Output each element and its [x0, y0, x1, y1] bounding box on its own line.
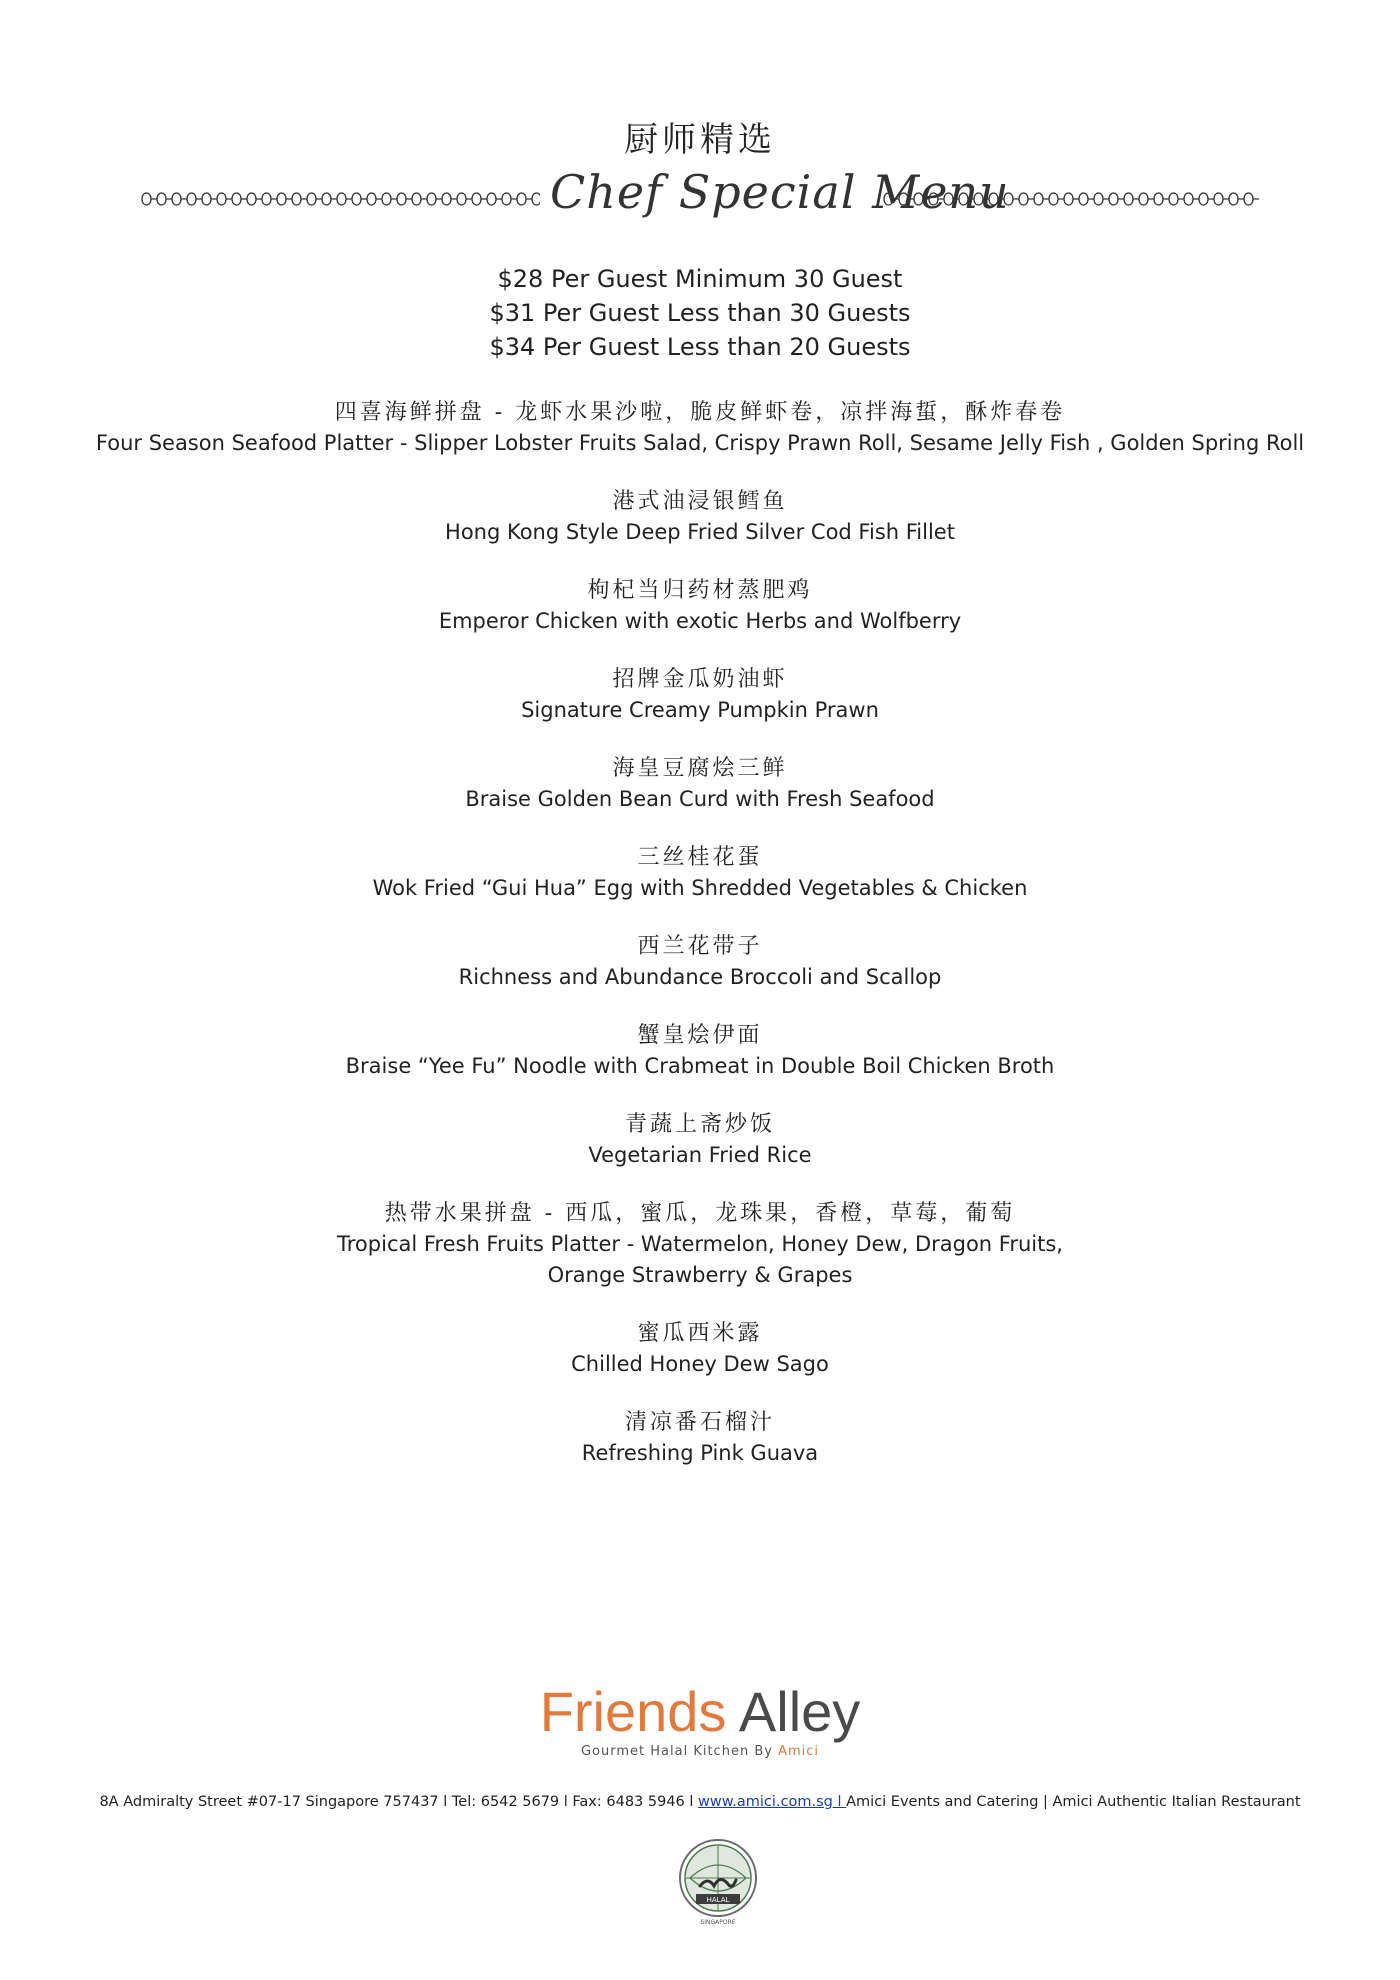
website-link[interactable]: www.amici.com.sg l	[698, 1794, 847, 1810]
title-row	[140, 165, 1260, 229]
course-english-name: Refreshing Pink Guava	[581, 1441, 819, 1465]
course-item	[0, 576, 1400, 637]
friends-alley-logo	[0, 1682, 1400, 1759]
course-chinese-name: 海皇豆腐烩三鲜	[612, 756, 788, 781]
footer-contact	[0, 1794, 1400, 1810]
course-item	[0, 1021, 1400, 1082]
course-chinese-name: 三丝桂花蛋	[637, 845, 763, 870]
course-chinese-name: 蟹皇烩伊面	[637, 1023, 763, 1048]
menu-title: Chef Special Menu	[550, 165, 1010, 219]
price-list	[0, 262, 1400, 364]
course-chinese-name: 四喜海鲜拼盘 - 龙虾水果沙啦，脆皮鲜虾卷，凉拌海蜇，酥炸春卷	[334, 400, 1066, 425]
course-english-name: Emperor Chicken with exotic Herbs and Wolfberry	[438, 609, 962, 633]
course-item	[0, 487, 1400, 548]
course-chinese-name: 港式油浸银鳕鱼	[612, 489, 788, 514]
course-item	[0, 754, 1400, 815]
course-english-name: Four Season Seafood Platter - Slipper Lobster Fruits Salad, Crispy Prawn Roll, Sesame Jelly Fish , Golden Spring Roll	[95, 431, 1305, 455]
logo-alley-text: Alley	[738, 1680, 861, 1743]
course-english-name: Richness and Abundance Broccoli and Scallop	[458, 965, 942, 989]
course-chinese-name: 清凉番石榴汁	[624, 1410, 775, 1435]
logo-friends-text: Friends	[539, 1680, 727, 1743]
logo-tagline-text: Gourmet Halal Kitchen By	[580, 1744, 773, 1759]
course-chinese-name: 西兰花带子	[637, 934, 763, 959]
course-english-name-continued: Orange Strawberry & Grapes	[547, 1263, 853, 1287]
price-line: $34 Per Guest Less than 20 Guests	[489, 333, 911, 361]
course-chinese-name: 热带水果拼盘 - 西瓜，蜜瓜，龙珠果，香橙，草莓，葡萄	[384, 1201, 1016, 1226]
course-english-name: Braise “Yee Fu” Noodle with Crabmeat in Double Boil Chicken Broth	[345, 1054, 1055, 1078]
course-chinese-name: 枸杞当归药材蒸肥鸡	[587, 578, 813, 603]
course-english-name: Wok Fried “Gui Hua” Egg with Shredded Vegetables & Chicken	[372, 876, 1028, 900]
halal-seal-icon	[678, 1838, 758, 1928]
course-item	[0, 932, 1400, 993]
logo-tagline-brand: Amici	[778, 1744, 820, 1759]
price-line: $28 Per Guest Minimum 30 Guest	[497, 265, 903, 293]
footer-address: 8A Admiralty Street #07-17 Singapore 757437 l Tel: 6542 5679 l Fax: 6483 5946 l	[99, 1794, 699, 1810]
course-english-name: Hong Kong Style Deep Fried Silver Cod Fish Fillet	[445, 520, 955, 544]
course-chinese-name: 青蔬上斋炒饭	[624, 1112, 775, 1137]
course-english-name: Vegetarian Fried Rice	[588, 1143, 812, 1167]
course-item	[0, 1408, 1400, 1469]
course-item	[0, 665, 1400, 726]
left-ornament-icon	[140, 187, 540, 211]
course-item	[0, 1319, 1400, 1380]
course-chinese-name: 招牌金瓜奶油虾	[612, 667, 788, 692]
right-ornament-icon	[882, 187, 1262, 211]
course-item	[0, 843, 1400, 904]
logo-wordmark	[0, 1682, 1400, 1742]
course-english-name: Chilled Honey Dew Sago	[571, 1352, 829, 1376]
chinese-title: 厨师精选	[624, 120, 776, 160]
footer-brands: Amici Events and Catering | Amici Authentic Italian Restaurant	[846, 1794, 1301, 1810]
course-item	[0, 1199, 1400, 1291]
course-list	[0, 398, 1400, 1497]
course-chinese-name: 蜜瓜西米露	[637, 1321, 763, 1346]
course-english-name: Signature Creamy Pumpkin Prawn	[521, 698, 879, 722]
course-item	[0, 398, 1400, 459]
halal-seal-subtext: SINGAPORE	[700, 1919, 736, 1926]
course-item	[0, 1110, 1400, 1171]
course-english-name: Tropical Fresh Fruits Platter - Watermelon, Honey Dew, Dragon Fruits,	[337, 1232, 1063, 1256]
logo-tagline	[0, 1744, 1400, 1759]
price-line: $31 Per Guest Less than 30 Guests	[489, 299, 911, 327]
halal-seal-text: HALAL	[706, 1896, 730, 1904]
course-english-name: Braise Golden Bean Curd with Fresh Seafood	[465, 787, 935, 811]
